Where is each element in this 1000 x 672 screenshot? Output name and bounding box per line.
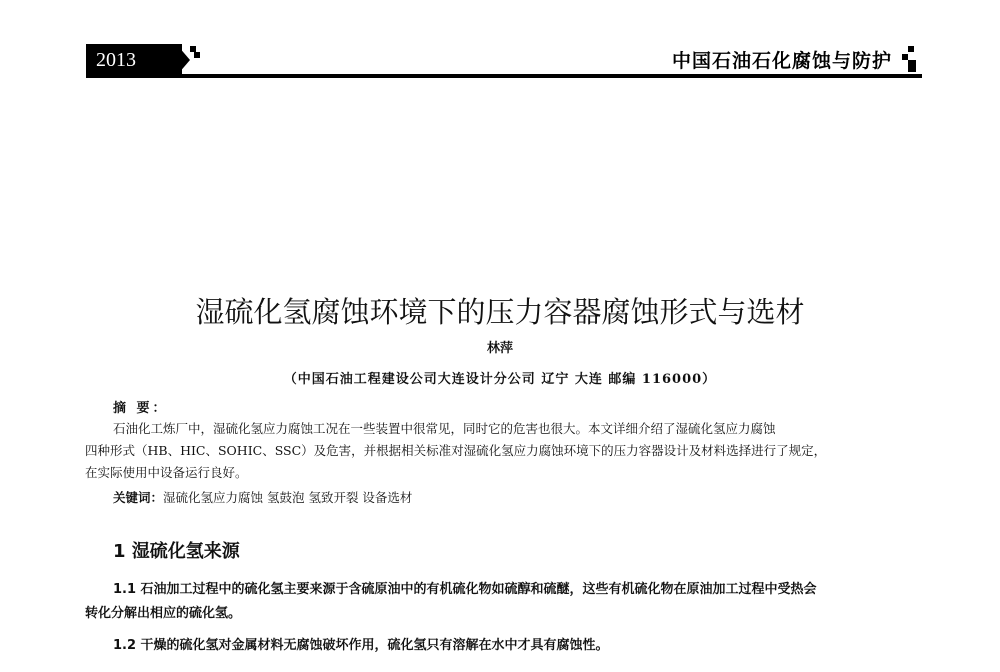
paragraph-line: 1.2 干燥的硫化氢对金属材料无腐蚀破坏作用，硫化氢只有溶解在水中才具有腐蚀性。 xyxy=(113,638,609,653)
paragraph-line: 转化分解出相应的硫化氢。 xyxy=(85,606,242,621)
header-left-mark-icon xyxy=(178,42,202,74)
keywords-list: 湿硫化氢应力腐蚀 氢鼓泡 氢致开裂 设备选材 xyxy=(163,490,413,505)
running-header xyxy=(86,44,922,78)
abstract-body xyxy=(85,418,921,484)
paragraph-1-1 xyxy=(85,578,925,626)
abstract-line: 石油化工炼厂中，湿硫化氢应力腐蚀工况在一些装置中很常见，同时它的危害也很大。本文详细介绍了湿硫化氢应力腐蚀 xyxy=(113,421,776,436)
journal-title: 中国石油石化腐蚀与防护 xyxy=(671,50,892,72)
paragraph-1-2 xyxy=(85,634,925,658)
header-right-mark-icon xyxy=(896,44,918,74)
keywords xyxy=(113,488,412,506)
abstract-line: 在实际使用中设备运行良好。 xyxy=(85,465,248,480)
article-author: 林萍 xyxy=(486,341,513,356)
article-title: 湿硫化氢腐蚀环境下的压力容器腐蚀形式与选材 xyxy=(195,295,805,329)
article-affiliation: （中国石油工程建设公司大连设计分公司 辽宁 大连 邮编 116000） xyxy=(283,372,717,387)
header-year: 2013 xyxy=(86,44,182,76)
abstract-heading: 摘 要： xyxy=(113,401,169,416)
abstract-line: 四种形式（HB、HIC、SOHIC、SSC）及危害，并根据相关标准对湿硫化氢应力腐蚀环境下的压力容器设计及材料选择进行了规定， xyxy=(85,443,827,458)
paragraph-line: 1.1 石油加工过程中的硫化氢主要来源于含硫原油中的有机硫化物如硫醇和硫醚，这些有机硫化物在原油加工过程中受热会 xyxy=(113,582,817,597)
keywords-label: 关键词： xyxy=(113,490,164,505)
section-heading: 1 湿硫化氢来源 xyxy=(113,541,240,562)
header-rule xyxy=(86,74,922,78)
